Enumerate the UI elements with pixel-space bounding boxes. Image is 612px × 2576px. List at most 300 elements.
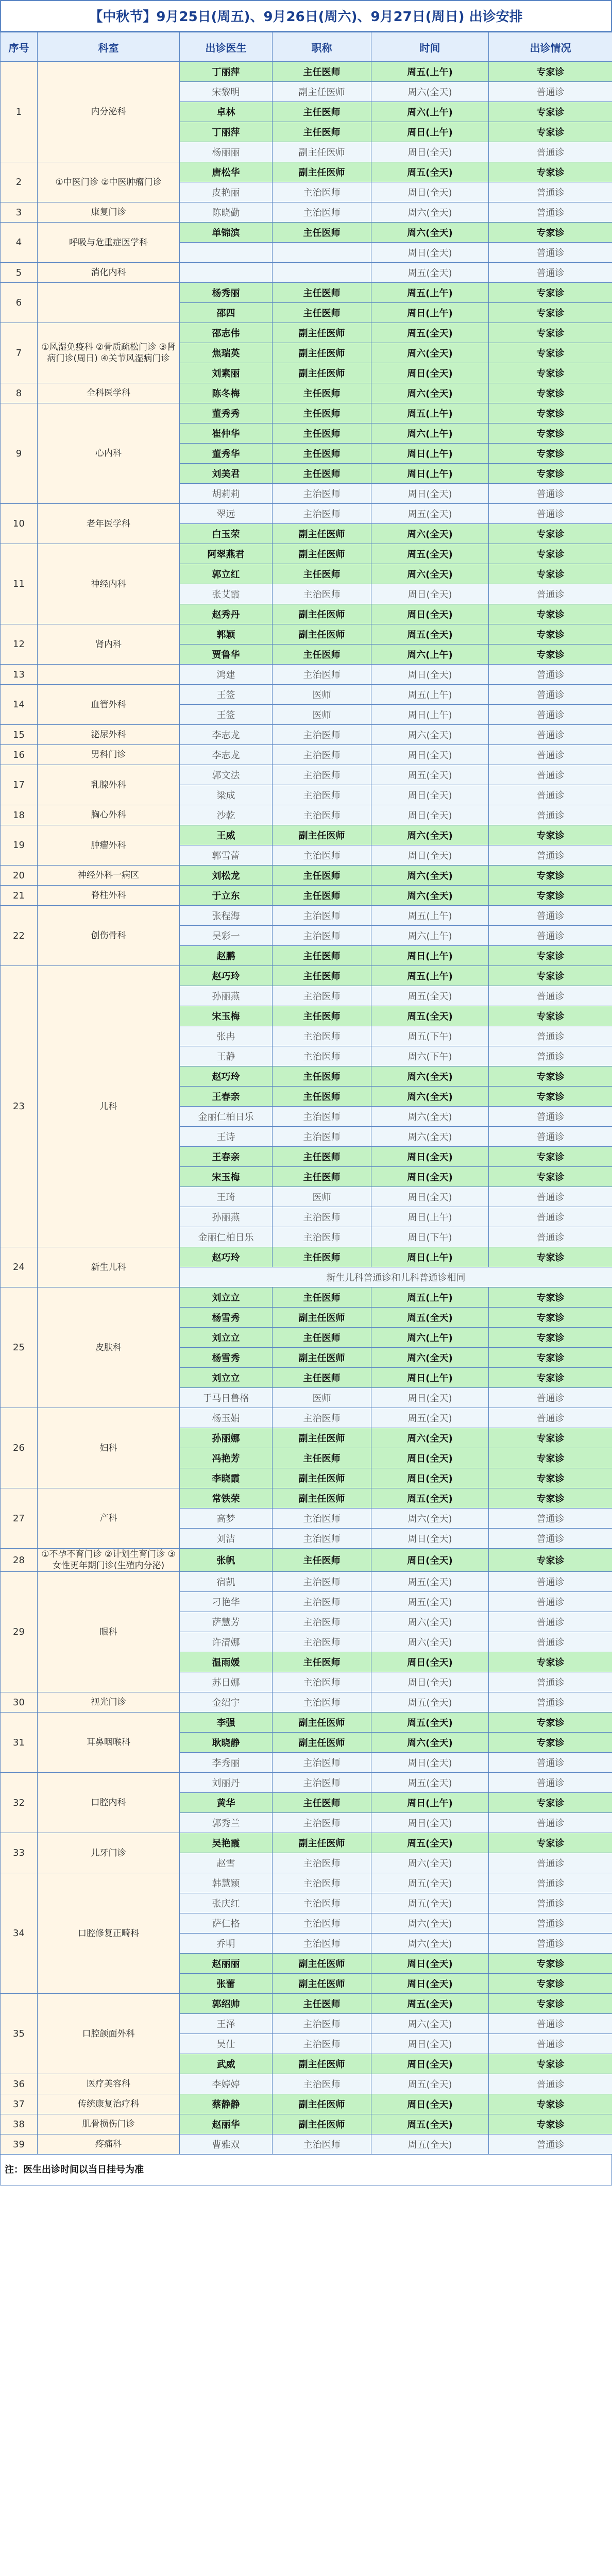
- row-status: 普通诊: [489, 725, 612, 745]
- row-title: 主治医师: [273, 745, 371, 765]
- row-doctor: 张冉: [180, 1026, 273, 1046]
- row-status: 普通诊: [489, 2014, 612, 2034]
- row-time: 周日(上午): [371, 464, 489, 484]
- row-time: 周五(全天): [371, 1692, 489, 1713]
- row-title: 副主任医师: [273, 1733, 371, 1753]
- row-time: 周五(全天): [371, 1713, 489, 1733]
- row-status: 专家诊: [489, 1994, 612, 2014]
- row-status: 专家诊: [489, 403, 612, 423]
- row-time: 周五(上午): [371, 685, 489, 705]
- row-dept: 心内科: [38, 403, 180, 504]
- table-row: [1, 745, 612, 765]
- row-doctor: 丁丽萍: [180, 122, 273, 142]
- row-title: 主任医师: [273, 564, 371, 584]
- row-doctor: 孙丽燕: [180, 1207, 273, 1227]
- row-doctor: 赵雪: [180, 1853, 273, 1873]
- row-status: 专家诊: [489, 423, 612, 444]
- row-doctor: 杨丽丽: [180, 142, 273, 162]
- row-time: 周日(全天): [371, 1187, 489, 1207]
- row-doctor: 刁艳华: [180, 1592, 273, 1612]
- row-time: 周日(全天): [371, 1147, 489, 1167]
- row-time: 周五(全天): [371, 2114, 489, 2134]
- row-title: 副主任医师: [273, 1348, 371, 1368]
- row-status: 专家诊: [489, 1006, 612, 1026]
- row-time: 周日(上午): [371, 1793, 489, 1813]
- table-row: [1, 1994, 612, 2014]
- row-doctor: 赵丽华: [180, 2114, 273, 2134]
- row-status: 普通诊: [489, 1529, 612, 1549]
- row-status: 普通诊: [489, 1592, 612, 1612]
- row-time: 周五(全天): [371, 1893, 489, 1913]
- row-status: 专家诊: [489, 1066, 612, 1087]
- table-row: [1, 1692, 612, 1713]
- row-title: 主治医师: [273, 906, 371, 926]
- row-title: 副主任医师: [273, 544, 371, 564]
- table-row: [1, 1549, 612, 1572]
- row-title: 副主任医师: [273, 1428, 371, 1448]
- row-doctor: 刘洁: [180, 1529, 273, 1549]
- row-status: 普通诊: [489, 1227, 612, 1247]
- row-title: 主任医师: [273, 886, 371, 906]
- row-time: 周日(上午): [371, 946, 489, 966]
- row-time: 周日(全天): [371, 2054, 489, 2074]
- row-time: 周六(全天): [371, 1612, 489, 1632]
- row-doctor: 张庆红: [180, 1893, 273, 1913]
- row-time: 周日(全天): [371, 1468, 489, 1488]
- row-doctor: 于立东: [180, 886, 273, 906]
- header-doctor: 出诊医生: [180, 32, 273, 62]
- row-seq: 8: [1, 383, 38, 403]
- row-title: 主任医师: [273, 645, 371, 665]
- row-dept: 儿科: [38, 966, 180, 1247]
- table-row: [1, 323, 612, 343]
- row-status: 普通诊: [489, 2134, 612, 2155]
- row-status: 专家诊: [489, 2114, 612, 2134]
- table-row: [1, 383, 612, 403]
- row-dept: 全科医学科: [38, 383, 180, 403]
- row-status: 普通诊: [489, 1107, 612, 1127]
- row-doctor: [180, 263, 273, 283]
- row-seq: 20: [1, 866, 38, 886]
- row-title: 副主任医师: [273, 624, 371, 645]
- row-doctor: 乔明: [180, 1934, 273, 1954]
- row-status: 普通诊: [489, 1873, 612, 1893]
- row-doctor: 张蕾: [180, 1974, 273, 1994]
- row-time: 周日(全天): [371, 845, 489, 866]
- row-title: 主任医师: [273, 1006, 371, 1026]
- row-doctor: 张程海: [180, 906, 273, 926]
- row-dept: 儿牙门诊: [38, 1833, 180, 1873]
- row-status: 专家诊: [489, 1954, 612, 1974]
- row-time: 周六(全天): [371, 2014, 489, 2034]
- row-status: 普通诊: [489, 926, 612, 946]
- row-seq: 17: [1, 765, 38, 805]
- row-time: 周六(全天): [371, 725, 489, 745]
- row-status: 专家诊: [489, 1833, 612, 1853]
- row-title: 主治医师: [273, 1753, 371, 1773]
- row-time: 周五(上午): [371, 403, 489, 423]
- row-doctor: 赵秀丹: [180, 604, 273, 624]
- row-time: 周日(全天): [371, 604, 489, 624]
- row-doctor: 李志龙: [180, 745, 273, 765]
- row-doctor: 王诗: [180, 1127, 273, 1147]
- row-status: 专家诊: [489, 122, 612, 142]
- row-status: 专家诊: [489, 866, 612, 886]
- row-doctor: 宋黎明: [180, 82, 273, 102]
- row-title: 主任医师: [273, 1247, 371, 1267]
- row-dept: 呼吸与危重症医学科: [38, 223, 180, 263]
- row-doctor: 萨仁格: [180, 1913, 273, 1934]
- row-dept: 妇科: [38, 1408, 180, 1488]
- table-row: [1, 665, 612, 685]
- row-doctor: 杨雪秀: [180, 1348, 273, 1368]
- row-status: 专家诊: [489, 524, 612, 544]
- row-doctor: 张帆: [180, 1549, 273, 1572]
- row-doctor: 许清娜: [180, 1632, 273, 1652]
- row-title: 主治医师: [273, 1572, 371, 1592]
- row-time: 周五(上午): [371, 283, 489, 303]
- table-row: [1, 1287, 612, 1308]
- row-status: 普通诊: [489, 82, 612, 102]
- row-dept: 胸心外科: [38, 805, 180, 825]
- table-row: [1, 725, 612, 745]
- row-title: 主治医师: [273, 1813, 371, 1833]
- row-doctor: 郭绍帅: [180, 1994, 273, 2014]
- row-time: 周五(全天): [371, 263, 489, 283]
- row-time: 周日(全天): [371, 584, 489, 604]
- row-doctor: 王春亲: [180, 1147, 273, 1167]
- row-title: 副主任医师: [273, 1954, 371, 1974]
- row-doctor: 张艾霞: [180, 584, 273, 604]
- row-title: 主治医师: [273, 845, 371, 866]
- row-title: 主治医师: [273, 1509, 371, 1529]
- row-title: 主任医师: [273, 122, 371, 142]
- row-title: 主任医师: [273, 1652, 371, 1672]
- row-dept: 血管外科: [38, 685, 180, 725]
- row-title: 主治医师: [273, 1632, 371, 1652]
- row-doctor: 曹雅双: [180, 2134, 273, 2155]
- row-dept: ①中医门诊 ②中医肿瘤门诊: [38, 162, 180, 202]
- row-status: 普通诊: [489, 906, 612, 926]
- header-time: 时间: [371, 32, 489, 62]
- row-title: 主治医师: [273, 926, 371, 946]
- row-dept: 疼痛科: [38, 2134, 180, 2155]
- row-doctor: 胡莉莉: [180, 484, 273, 504]
- row-time: 周日(下午): [371, 1227, 489, 1247]
- row-doctor: 王泽: [180, 2014, 273, 2034]
- row-seq: 1: [1, 62, 38, 162]
- row-time: 周六(全天): [371, 1066, 489, 1087]
- row-doctor: 杨秀丽: [180, 283, 273, 303]
- row-doctor: 杨玉娟: [180, 1408, 273, 1428]
- row-title: 主治医师: [273, 1207, 371, 1227]
- row-title: 主治医师: [273, 785, 371, 805]
- row-status: 普通诊: [489, 243, 612, 263]
- table-row: [1, 966, 612, 986]
- row-title: 主治医师: [273, 1107, 371, 1127]
- row-status: 普通诊: [489, 1046, 612, 1066]
- row-time: 周五(全天): [371, 624, 489, 645]
- row-status: 普通诊: [489, 504, 612, 524]
- row-status: 专家诊: [489, 1733, 612, 1753]
- header-dept: 科室: [38, 32, 180, 62]
- row-doctor: 王静: [180, 1046, 273, 1066]
- row-time: 周五(下午): [371, 1026, 489, 1046]
- row-time: 周日(上午): [371, 1368, 489, 1388]
- row-title: 主任医师: [273, 383, 371, 403]
- row-time: 周五(全天): [371, 1006, 489, 1026]
- row-status: 专家诊: [489, 1348, 612, 1368]
- table-row: [1, 886, 612, 906]
- row-title: 副主任医师: [273, 524, 371, 544]
- row-dept: ①风湿免疫科 ②骨质疏松门诊 ③肾病门诊(周日) ④关节风湿病门诊: [38, 323, 180, 383]
- row-doctor: 李强: [180, 1713, 273, 1733]
- row-time: 周五(全天): [371, 1488, 489, 1509]
- row-doctor: 王威: [180, 825, 273, 845]
- row-time: 周五(全天): [371, 1572, 489, 1592]
- row-title: 主治医师: [273, 1046, 371, 1066]
- row-time: 周五(全天): [371, 2074, 489, 2094]
- row-title: 主治医师: [273, 665, 371, 685]
- table-row: [1, 162, 612, 182]
- row-seq: 14: [1, 685, 38, 725]
- table-row: [1, 1833, 612, 1853]
- row-status: 普通诊: [489, 1127, 612, 1147]
- row-doctor: 宋玉梅: [180, 1167, 273, 1187]
- row-status: 专家诊: [489, 303, 612, 323]
- table-row: [1, 2134, 612, 2155]
- row-status: 专家诊: [489, 1549, 612, 1572]
- row-status: 普通诊: [489, 1934, 612, 1954]
- row-title: 主任医师: [273, 1368, 371, 1388]
- row-seq: 4: [1, 223, 38, 263]
- header-title: 职称: [273, 32, 371, 62]
- row-status: 普通诊: [489, 1813, 612, 1833]
- row-title: 主任医师: [273, 866, 371, 886]
- row-status: 专家诊: [489, 343, 612, 363]
- row-seq: 38: [1, 2114, 38, 2134]
- row-doctor: 金绍宇: [180, 1692, 273, 1713]
- row-doctor: 赵鹏: [180, 946, 273, 966]
- row-dept: 肿瘤外科: [38, 825, 180, 866]
- row-doctor: 陈晓勤: [180, 202, 273, 223]
- row-doctor: 刘立立: [180, 1368, 273, 1388]
- row-title: 主任医师: [273, 62, 371, 82]
- row-doctor: 刘立立: [180, 1328, 273, 1348]
- row-title: 副主任医师: [273, 142, 371, 162]
- row-status: 普通诊: [489, 1388, 612, 1408]
- schedule-table: [0, 32, 612, 2155]
- row-doctor: 刘松龙: [180, 866, 273, 886]
- row-time: 周五(全天): [371, 1873, 489, 1893]
- row-time: 周六(上午): [371, 1328, 489, 1348]
- row-time: 周六(全天): [371, 202, 489, 223]
- row-time: 周六(全天): [371, 1733, 489, 1753]
- row-time: 周日(全天): [371, 805, 489, 825]
- row-doctor: 陈冬梅: [180, 383, 273, 403]
- row-dept: 脊柱外科: [38, 886, 180, 906]
- row-doctor: 梁成: [180, 785, 273, 805]
- row-doctor: 萨慧芳: [180, 1612, 273, 1632]
- row-status: 专家诊: [489, 1428, 612, 1448]
- row-note: 新生儿科普通诊和儿科普通诊相同: [180, 1267, 612, 1287]
- table-row: [1, 1713, 612, 1733]
- row-seq: 12: [1, 624, 38, 665]
- header-status: 出诊情况: [489, 32, 612, 62]
- row-title: 医师: [273, 1388, 371, 1408]
- row-status: 普通诊: [489, 1672, 612, 1692]
- row-status: 普通诊: [489, 2074, 612, 2094]
- row-dept: 皮肤科: [38, 1287, 180, 1408]
- row-time: 周五(全天): [371, 2134, 489, 2155]
- row-doctor: 郭立红: [180, 564, 273, 584]
- table-row: [1, 1572, 612, 1592]
- row-title: 副主任医师: [273, 1713, 371, 1733]
- row-dept: 新生儿科: [38, 1247, 180, 1287]
- row-time: 周日(全天): [371, 665, 489, 685]
- row-time: 周六(全天): [371, 1934, 489, 1954]
- row-seq: 22: [1, 906, 38, 966]
- row-time: 周日(全天): [371, 1652, 489, 1672]
- row-time: 周六(全天): [371, 223, 489, 243]
- row-status: 普通诊: [489, 1773, 612, 1793]
- row-seq: 34: [1, 1873, 38, 1994]
- row-title: 主治医师: [273, 182, 371, 202]
- row-status: 专家诊: [489, 444, 612, 464]
- row-time: 周六(全天): [371, 1087, 489, 1107]
- row-doctor: 武威: [180, 2054, 273, 2074]
- row-time: 周日(全天): [371, 1549, 489, 1572]
- row-doctor: 董秀秀: [180, 403, 273, 423]
- row-title: 主任医师: [273, 403, 371, 423]
- row-seq: 13: [1, 665, 38, 685]
- row-seq: 3: [1, 202, 38, 223]
- row-doctor: 李晓霞: [180, 1468, 273, 1488]
- row-doctor: 金丽仁柏日乐: [180, 1107, 273, 1127]
- row-status: 专家诊: [489, 1652, 612, 1672]
- row-time: 周六(上午): [371, 423, 489, 444]
- row-status: 普通诊: [489, 765, 612, 785]
- row-status: 专家诊: [489, 645, 612, 665]
- row-time: 周六(下午): [371, 1046, 489, 1066]
- row-time: 周六(全天): [371, 383, 489, 403]
- row-title: [273, 243, 371, 263]
- row-doctor: 杨雪秀: [180, 1308, 273, 1328]
- row-title: 主治医师: [273, 2014, 371, 2034]
- row-status: 普通诊: [489, 182, 612, 202]
- row-status: 普通诊: [489, 1408, 612, 1428]
- row-title: 主治医师: [273, 2074, 371, 2094]
- row-time: 周日(全天): [371, 142, 489, 162]
- row-time: 周六(全天): [371, 1127, 489, 1147]
- row-time: 周六(上午): [371, 926, 489, 946]
- header-seq: 序号: [1, 32, 38, 62]
- row-title: 主任医师: [273, 1448, 371, 1468]
- row-status: 专家诊: [489, 825, 612, 845]
- table-row: [1, 2094, 612, 2114]
- row-time: 周日(全天): [371, 182, 489, 202]
- row-status: 普通诊: [489, 685, 612, 705]
- row-dept: 消化内科: [38, 263, 180, 283]
- row-time: 周六(全天): [371, 866, 489, 886]
- row-status: 专家诊: [489, 1147, 612, 1167]
- row-title: 主治医师: [273, 1934, 371, 1954]
- row-doctor: 赵巧玲: [180, 1066, 273, 1087]
- table-row: [1, 202, 612, 223]
- row-title: 主治医师: [273, 1692, 371, 1713]
- row-status: 专家诊: [489, 1974, 612, 1994]
- row-status: 普通诊: [489, 584, 612, 604]
- row-time: 周日(全天): [371, 484, 489, 504]
- row-seq: 28: [1, 1549, 38, 1572]
- row-doctor: 黄华: [180, 1793, 273, 1813]
- table-row: [1, 765, 612, 785]
- row-title: 副主任医师: [273, 1488, 371, 1509]
- table-row: [1, 1773, 612, 1793]
- row-title: 副主任医师: [273, 825, 371, 845]
- row-status: 专家诊: [489, 1328, 612, 1348]
- row-seq: 18: [1, 805, 38, 825]
- row-doctor: 孙丽娜: [180, 1428, 273, 1448]
- row-status: 普通诊: [489, 1692, 612, 1713]
- row-status: 专家诊: [489, 1368, 612, 1388]
- row-dept: 内分泌科: [38, 62, 180, 162]
- row-doctor: 蔡静静: [180, 2094, 273, 2114]
- row-status: 专家诊: [489, 1167, 612, 1187]
- row-status: 专家诊: [489, 1488, 612, 1509]
- row-status: 普通诊: [489, 665, 612, 685]
- row-seq: 24: [1, 1247, 38, 1287]
- table-row: [1, 403, 612, 423]
- row-doctor: 冯艳芳: [180, 1448, 273, 1468]
- row-status: 专家诊: [489, 1448, 612, 1468]
- row-doctor: 吴艳霞: [180, 1833, 273, 1853]
- row-status: 普通诊: [489, 202, 612, 223]
- row-title: 主任医师: [273, 1328, 371, 1348]
- row-title: 主任医师: [273, 1549, 371, 1572]
- row-title: 主治医师: [273, 1408, 371, 1428]
- row-title: 主任医师: [273, 303, 371, 323]
- row-title: 主治医师: [273, 1227, 371, 1247]
- row-dept: 肾内科: [38, 624, 180, 665]
- row-doctor: 刘素丽: [180, 363, 273, 383]
- row-time: 周日(上午): [371, 705, 489, 725]
- row-time: 周五(上午): [371, 62, 489, 82]
- row-title: 主任医师: [273, 946, 371, 966]
- row-time: 周五(全天): [371, 162, 489, 182]
- row-doctor: 孙丽燕: [180, 986, 273, 1006]
- table-row: [1, 62, 612, 82]
- table-row: [1, 1873, 612, 1893]
- row-time: 周六(全天): [371, 82, 489, 102]
- row-time: 周六(上午): [371, 102, 489, 122]
- row-doctor: 高梦: [180, 1509, 273, 1529]
- row-title: 主任医师: [273, 1167, 371, 1187]
- table-row: [1, 866, 612, 886]
- row-doctor: 韩慧颖: [180, 1873, 273, 1893]
- row-title: 主治医师: [273, 805, 371, 825]
- row-doctor: 郭颖: [180, 624, 273, 645]
- row-doctor: 刘丽丹: [180, 1773, 273, 1793]
- row-doctor: 白玉荣: [180, 524, 273, 544]
- row-status: 专家诊: [489, 363, 612, 383]
- row-title: 主治医师: [273, 1612, 371, 1632]
- table-row: [1, 263, 612, 283]
- row-title: 副主任医师: [273, 162, 371, 182]
- row-status: 普通诊: [489, 785, 612, 805]
- row-seq: 31: [1, 1713, 38, 1773]
- row-time: 周日(上午): [371, 303, 489, 323]
